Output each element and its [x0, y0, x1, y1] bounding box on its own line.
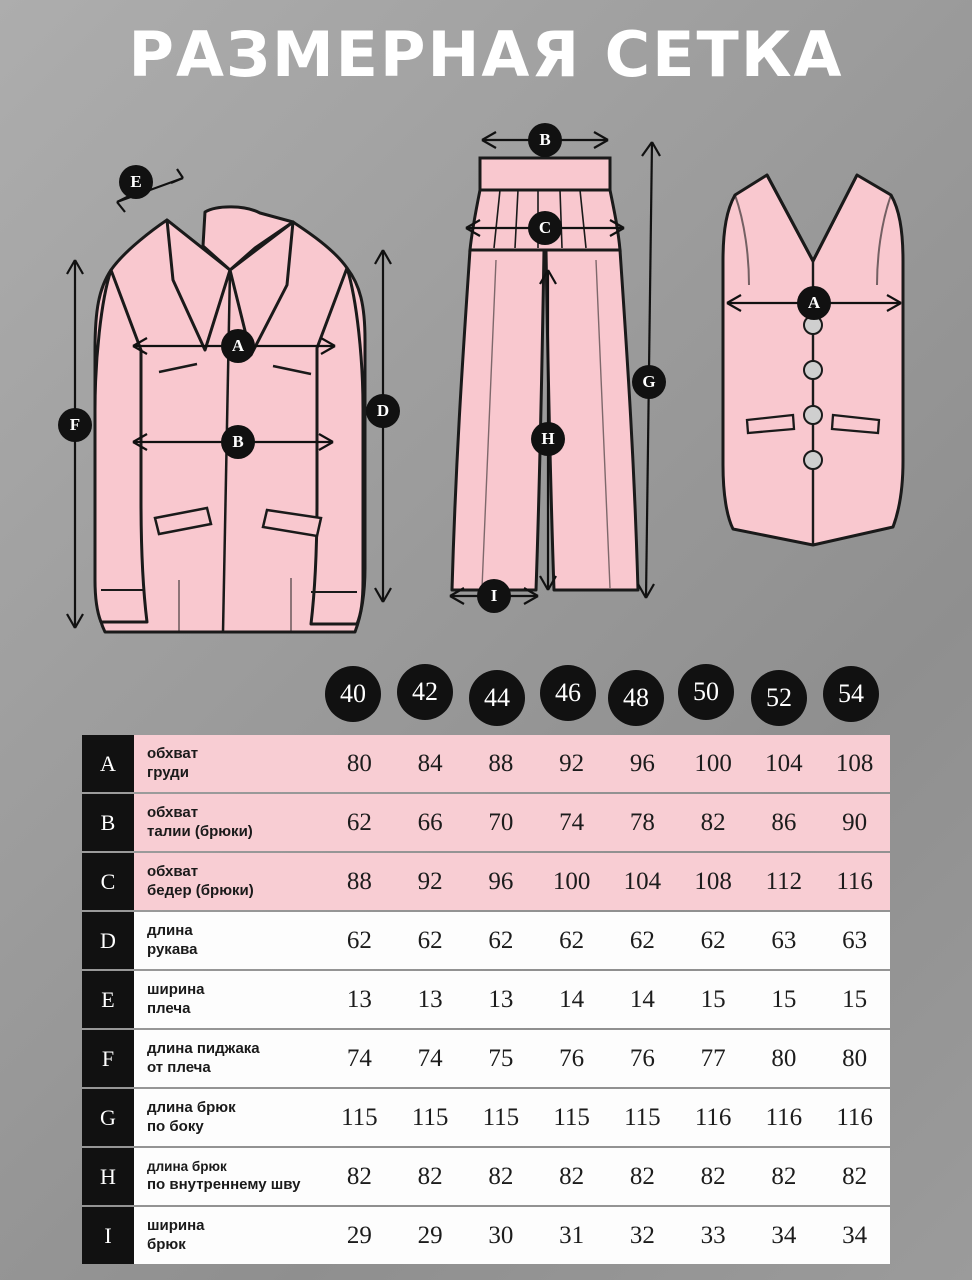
table-row: [82, 1207, 890, 1264]
garment-illustrations: [0, 120, 972, 640]
cell: 96: [629, 749, 655, 777]
cell: 116: [765, 1103, 803, 1131]
row-label: [134, 912, 324, 969]
size-header-row: [325, 660, 905, 730]
cell: 13: [417, 985, 443, 1013]
cell: 76: [629, 1044, 655, 1072]
cell: 30: [488, 1221, 514, 1249]
row-label: [134, 853, 324, 910]
row-label: [134, 735, 324, 792]
cell: 100: [552, 867, 591, 895]
jacket-illustration: [55, 150, 405, 650]
row-label-line2: рукава: [147, 940, 198, 958]
marker-A: A: [221, 329, 255, 363]
row-values: [324, 971, 890, 1028]
marker-B-trousers: B: [528, 123, 562, 157]
size-bubble-48: 48: [608, 670, 664, 726]
row-values: [324, 853, 890, 910]
cell: 70: [488, 808, 514, 836]
cell: 66: [417, 808, 443, 836]
marker-H: H: [531, 422, 565, 456]
cell: 78: [629, 808, 655, 836]
size-bubble-54: 54: [823, 666, 879, 722]
size-bubble-44: 44: [469, 670, 525, 726]
cell: 82: [488, 1162, 514, 1190]
cell: 112: [765, 867, 803, 895]
size-bubble-50: 50: [678, 664, 734, 720]
table-row: [82, 794, 890, 851]
cell: 15: [771, 985, 797, 1013]
row-label: [134, 1207, 324, 1264]
row-label-line2: по внутреннему шву: [147, 1175, 301, 1193]
vest-illustration: [705, 165, 920, 585]
row-letter: D: [82, 912, 134, 969]
row-letter: G: [82, 1089, 134, 1146]
table-row: [82, 735, 890, 792]
marker-F: F: [58, 408, 92, 442]
cell: 108: [694, 867, 732, 895]
cell: 29: [417, 1221, 443, 1249]
marker-G: G: [632, 365, 666, 399]
marker-C: C: [528, 211, 562, 245]
cell: 74: [346, 1044, 372, 1072]
cell: 92: [559, 749, 585, 777]
cell: 62: [488, 926, 514, 954]
cell: 13: [488, 985, 514, 1013]
row-letter: A: [82, 735, 134, 792]
table-row: [82, 853, 890, 910]
cell: 82: [700, 808, 726, 836]
row-values: [324, 1030, 890, 1087]
row-values: [324, 794, 890, 851]
row-label-line1: длина пиджака: [147, 1039, 260, 1057]
row-label-line2: плеча: [147, 999, 191, 1017]
table-row: [82, 1030, 890, 1087]
size-bubble-52: 52: [751, 670, 807, 726]
row-label-line2: брюк: [147, 1235, 186, 1253]
cell: 80: [842, 1044, 868, 1072]
cell: 29: [346, 1221, 372, 1249]
cell: 86: [771, 808, 797, 836]
cell: 84: [417, 749, 443, 777]
cell: 74: [559, 808, 585, 836]
marker-D: D: [366, 394, 400, 428]
cell: 62: [417, 926, 443, 954]
table-row: [82, 1148, 890, 1205]
row-values: [324, 1207, 890, 1264]
cell: 88: [346, 867, 372, 895]
row-letter: H: [82, 1148, 134, 1205]
row-values: [324, 1089, 890, 1146]
row-label-line2: груди: [147, 763, 189, 781]
cell: 75: [488, 1044, 514, 1072]
cell: 14: [559, 985, 585, 1013]
cell: 115: [482, 1103, 520, 1131]
cell: 62: [559, 926, 585, 954]
size-bubble-42: 42: [397, 664, 453, 720]
cell: 88: [488, 749, 514, 777]
cell: 15: [700, 985, 726, 1013]
cell: 63: [771, 926, 797, 954]
row-letter: C: [82, 853, 134, 910]
cell: 92: [417, 867, 443, 895]
row-letter: B: [82, 794, 134, 851]
cell: 80: [771, 1044, 797, 1072]
cell: 14: [629, 985, 655, 1013]
row-label: [134, 1030, 324, 1087]
cell: 116: [836, 867, 873, 895]
row-label-line2: от плеча: [147, 1058, 211, 1076]
cell: 82: [559, 1162, 585, 1190]
cell: 62: [629, 926, 655, 954]
cell: 82: [417, 1162, 443, 1190]
cell: 82: [700, 1162, 726, 1190]
page-title: РАЗМЕРНАЯ СЕТКА: [128, 18, 844, 91]
cell: 115: [624, 1103, 661, 1131]
cell: 32: [629, 1221, 655, 1249]
cell: 33: [700, 1221, 726, 1249]
row-label-line1: ширина: [147, 980, 205, 998]
table-row: [82, 1089, 890, 1146]
cell: 115: [411, 1103, 449, 1131]
row-values: [324, 1148, 890, 1205]
cell: 90: [842, 808, 868, 836]
cell: 74: [417, 1044, 443, 1072]
row-label-line1: обхват: [147, 744, 199, 762]
trousers-illustration: [420, 120, 670, 630]
cell: 108: [835, 749, 874, 777]
marker-E: E: [119, 165, 153, 199]
cell: 116: [836, 1103, 873, 1131]
cell: 34: [771, 1221, 797, 1249]
cell: 62: [346, 808, 372, 836]
cell: 63: [842, 926, 868, 954]
cell: 31: [559, 1221, 585, 1249]
row-label: [134, 794, 324, 851]
cell: 115: [341, 1103, 378, 1131]
marker-B: B: [221, 425, 255, 459]
cell: 77: [700, 1044, 726, 1072]
cell: 104: [765, 749, 803, 777]
table-row: [82, 971, 890, 1028]
row-label-line1: длина брюк: [147, 1158, 227, 1174]
marker-A-vest: A: [797, 286, 831, 320]
marker-I: I: [477, 579, 511, 613]
row-letter: F: [82, 1030, 134, 1087]
row-label-line1: длина брюк: [147, 1098, 236, 1116]
size-bubble-46: 46: [540, 665, 596, 721]
cell: 104: [623, 867, 662, 895]
cell: 82: [629, 1162, 655, 1190]
cell: 62: [700, 926, 726, 954]
cell: 62: [346, 926, 372, 954]
row-label-line2: бедер (брюки): [147, 881, 254, 899]
cell: 13: [346, 985, 372, 1013]
cell: 15: [842, 985, 868, 1013]
measurements-table: [82, 735, 890, 1266]
cell: 82: [346, 1162, 372, 1190]
cell: 82: [842, 1162, 868, 1190]
cell: 100: [694, 749, 732, 777]
row-label-line1: длина: [147, 921, 193, 939]
row-values: [324, 735, 890, 792]
row-label-line2: талии (брюки): [147, 822, 253, 840]
cell: 82: [771, 1162, 797, 1190]
cell: 76: [559, 1044, 585, 1072]
row-label: [134, 1148, 324, 1205]
cell: 115: [553, 1103, 590, 1131]
row-label-line1: ширина: [147, 1216, 205, 1234]
row-label-line1: обхват: [147, 862, 199, 880]
row-label: [134, 971, 324, 1028]
row-letter: E: [82, 971, 134, 1028]
cell: 80: [346, 749, 372, 777]
cell: 116: [694, 1103, 732, 1131]
row-letter: I: [82, 1207, 134, 1264]
row-label-line2: по боку: [147, 1117, 204, 1135]
cell: 34: [842, 1221, 868, 1249]
row-label-line1: обхват: [147, 803, 199, 821]
row-values: [324, 912, 890, 969]
cell: 96: [488, 867, 514, 895]
row-label: [134, 1089, 324, 1146]
table-row: [82, 912, 890, 969]
size-bubble-40: 40: [325, 666, 381, 722]
